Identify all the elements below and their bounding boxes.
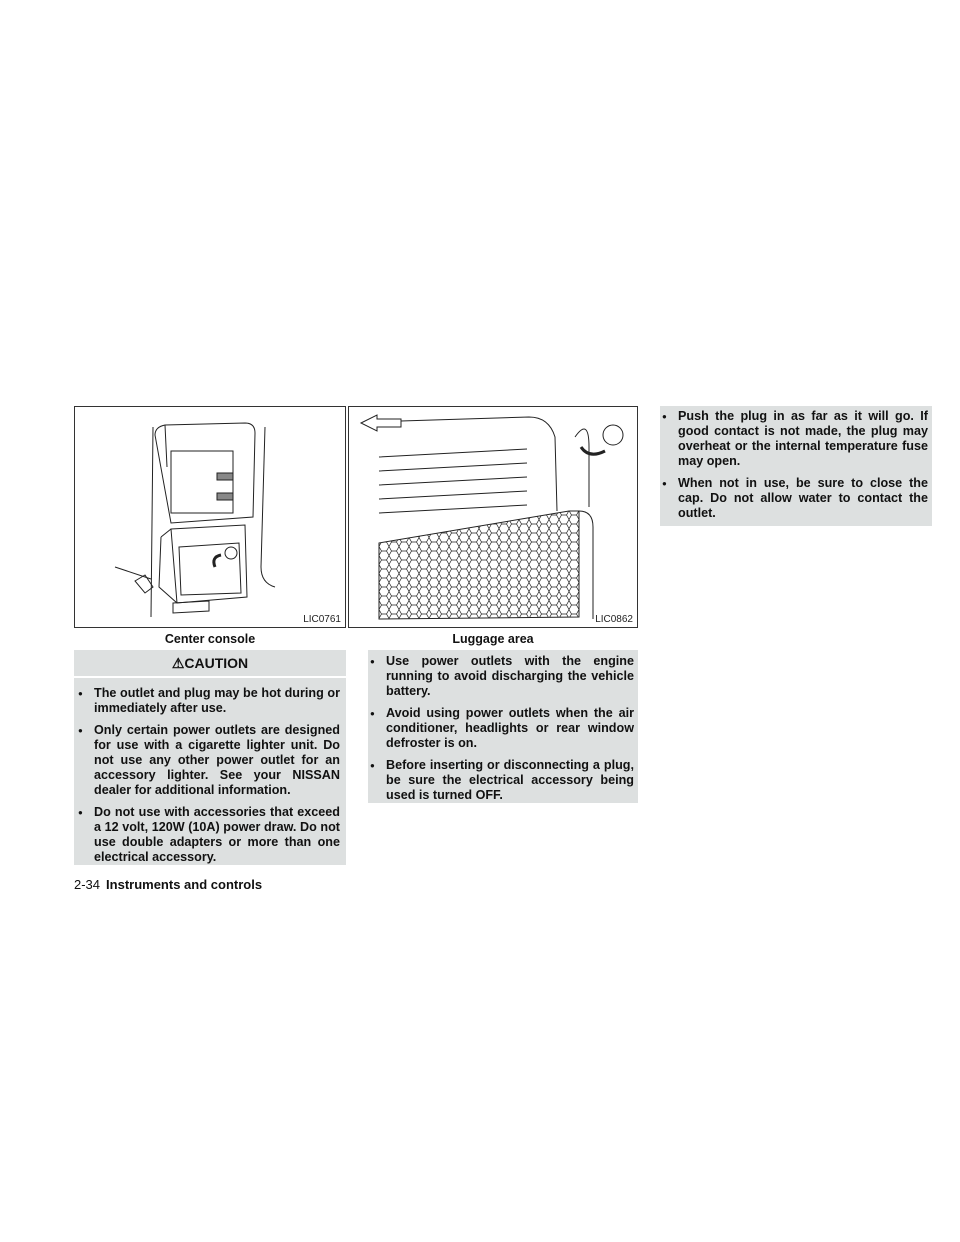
warning-triangle-icon: ⚠ — [171, 655, 185, 671]
center-console-illustration — [74, 406, 346, 628]
section-title: Instruments and controls — [106, 877, 263, 892]
caution-item: ● Before inserting or disconnecting a plug, be sure the electrical accessory being used is turned OFF. — [368, 758, 634, 803]
figure-caption: Center console — [164, 632, 256, 646]
caution-item: ● When not in use, be sure to close the cap. Do not allow water to contact the outlet. — [660, 476, 928, 521]
caution-header — [74, 650, 346, 676]
caution-item: ● Push the plug in as far as it will go. If good contact is not made, the plug may overheat or the internal temperature fuse may open. — [660, 409, 928, 469]
caution-box-continued — [368, 650, 638, 803]
caution-box — [74, 678, 346, 865]
caution-title: CAUTION — [184, 655, 249, 671]
caution-item: ● Use power outlets with the engine running to avoid discharging the vehicle battery. — [368, 654, 634, 699]
luggage-area-illustration — [348, 406, 638, 628]
caution-item: ● Avoid using power outlets when the air conditioner, headlights or rear window defroster is on. — [368, 706, 634, 751]
caution-item: ● The outlet and plug may be hot during or immediately after use. — [76, 686, 340, 716]
page-number: 2-34 — [74, 877, 101, 892]
figure-caption: Luggage area — [452, 632, 534, 646]
figure-id: LIC0862 — [595, 614, 633, 625]
figure-id: LIC0761 — [303, 614, 341, 625]
caution-box-continued — [660, 406, 932, 526]
page-footer — [74, 877, 262, 892]
caution-item: ● Do not use with accessories that exceed a 12 volt, 120W (10A) power draw. Do not use double adapters or more than one electrical accessory. — [76, 805, 340, 865]
caution-item: ● Only certain power outlets are designed for use with a cigarette lighter unit. Do not use any other power outlet for an accessory lighter. See your NISSAN dealer for additional information. — [76, 723, 340, 798]
